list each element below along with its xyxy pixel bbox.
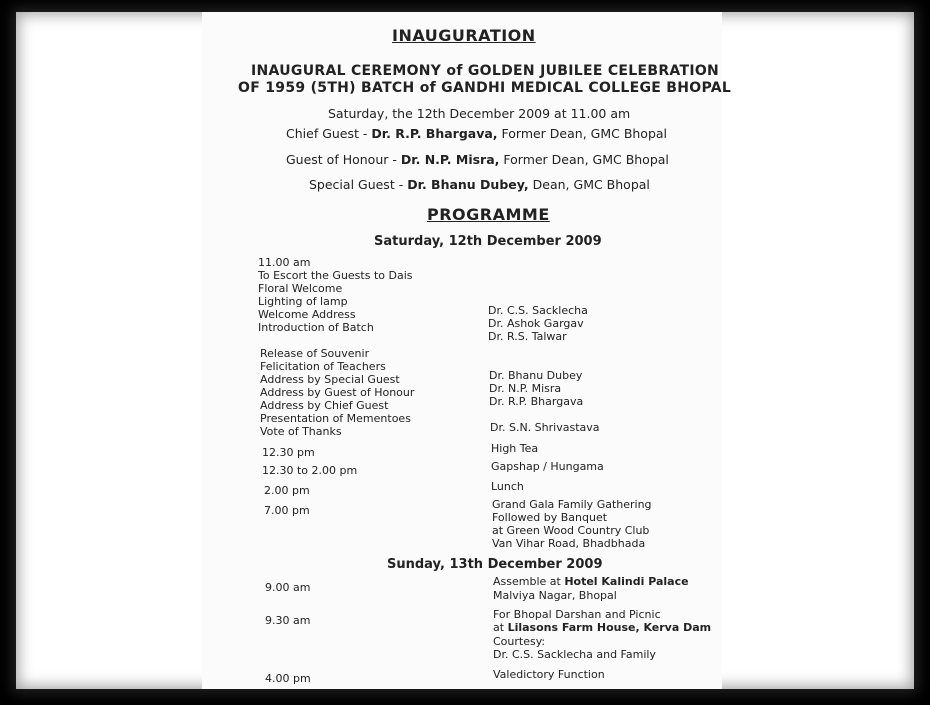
list-item: Dr. R.S. Talwar	[488, 330, 567, 343]
list-item: Welcome Address	[258, 308, 356, 321]
slot-event: Gapshap / Hungama	[491, 460, 604, 473]
list-item: Grand Gala Family Gathering	[492, 498, 652, 511]
list-item: Presentation of Mementoes	[260, 412, 411, 425]
opening-items-list	[258, 269, 413, 334]
slot-time: 2.00 pm	[264, 484, 310, 497]
list-item: Dr. R.P. Bhargava	[489, 395, 584, 408]
slot-time: 4.00 pm	[265, 672, 311, 685]
list-item: Followed by Banquet	[492, 511, 608, 524]
address-names-list	[489, 369, 583, 408]
slot-time: 9.30 am	[265, 614, 311, 627]
chief-guest-line: Chief Guest - Dr. R.P. Bhargava, Former Dean, GMC Bhopal	[286, 126, 668, 141]
guest-of-honour-line: Guest of Honour - Dr. N.P. Misra, Former Dean, GMC Bhopal	[286, 152, 669, 167]
slot-time: 12.30 to 2.00 pm	[262, 464, 358, 477]
vote-of-thanks-name: Dr. S.N. Shrivastava	[490, 421, 600, 434]
courtesy-name: Dr. C.S. Sacklecha and Family	[493, 648, 656, 661]
assemble-line: Assemble at Hotel Kalindi Palace	[493, 575, 689, 588]
list-item: Address by Chief Guest	[260, 399, 389, 412]
day1-start-time: 11.00 am	[258, 256, 311, 269]
invitation-page	[202, 12, 732, 689]
list-item: at Green Wood Country Club	[492, 524, 650, 537]
list-item: Introduction of Batch	[258, 321, 374, 334]
list-item: Dr. Bhanu Dubey	[489, 369, 583, 382]
ceremony-title-line1: INAUGURAL CEREMONY of GOLDEN JUBILEE CELEBRATION	[251, 63, 720, 79]
slot-event: High Tea	[491, 442, 539, 455]
opening-names-list	[488, 304, 588, 343]
list-item: Dr. N.P. Misra	[489, 382, 562, 395]
ceremony-title-line2: OF 1959 (5TH) BATCH of GANDHI MEDICAL COLLEGE BHOPAL	[238, 80, 732, 96]
list-item: Felicitation of Teachers	[260, 360, 386, 373]
list-item: Lighting of lamp	[258, 295, 348, 308]
list-item: Release of Souvenir	[260, 347, 370, 360]
list-item: Van Vihar Road, Bhadbhada	[492, 537, 646, 550]
inauguration-heading: INAUGURATION	[392, 26, 536, 45]
list-item: Floral Welcome	[258, 282, 343, 295]
date-line: Saturday, the 12th December 2009 at 11.00 am	[328, 106, 631, 121]
picnic-venue: at Lilasons Farm House, Kerva Dam	[493, 621, 712, 634]
evening-time: 7.00 pm	[264, 504, 310, 517]
special-guest-line: Special Guest - Dr. Bhanu Dubey, Dean, GMC Bhopal	[309, 177, 650, 192]
list-item: Dr. Ashok Gargav	[488, 317, 584, 330]
programme-heading: PROGRAMME	[427, 205, 550, 224]
day1-heading: Saturday, 12th December 2009	[374, 234, 602, 249]
valedictory-event: Valedictory Function	[493, 668, 605, 681]
slot-time: 9.00 am	[265, 581, 311, 594]
list-item: Address by Special Guest	[260, 373, 400, 386]
document-frame	[16, 12, 914, 689]
list-item: Dr. C.S. Sacklecha	[488, 304, 588, 317]
list-item: Vote of Thanks	[260, 425, 342, 438]
list-item: Address by Guest of Honour	[260, 386, 415, 399]
courtesy-label: Courtesy:	[493, 635, 546, 648]
slot-time: 12.30 pm	[262, 446, 315, 459]
evening-event	[492, 498, 652, 550]
slot-event: Lunch	[491, 480, 524, 493]
list-item: To Escort the Guests to Dais	[258, 269, 413, 282]
assemble-address: Malviya Nagar, Bhopal	[493, 589, 617, 602]
ceremony-items-list	[260, 347, 414, 438]
picnic-line: For Bhopal Darshan and Picnic	[493, 608, 661, 621]
day2-heading: Sunday, 13th December 2009	[387, 557, 603, 572]
